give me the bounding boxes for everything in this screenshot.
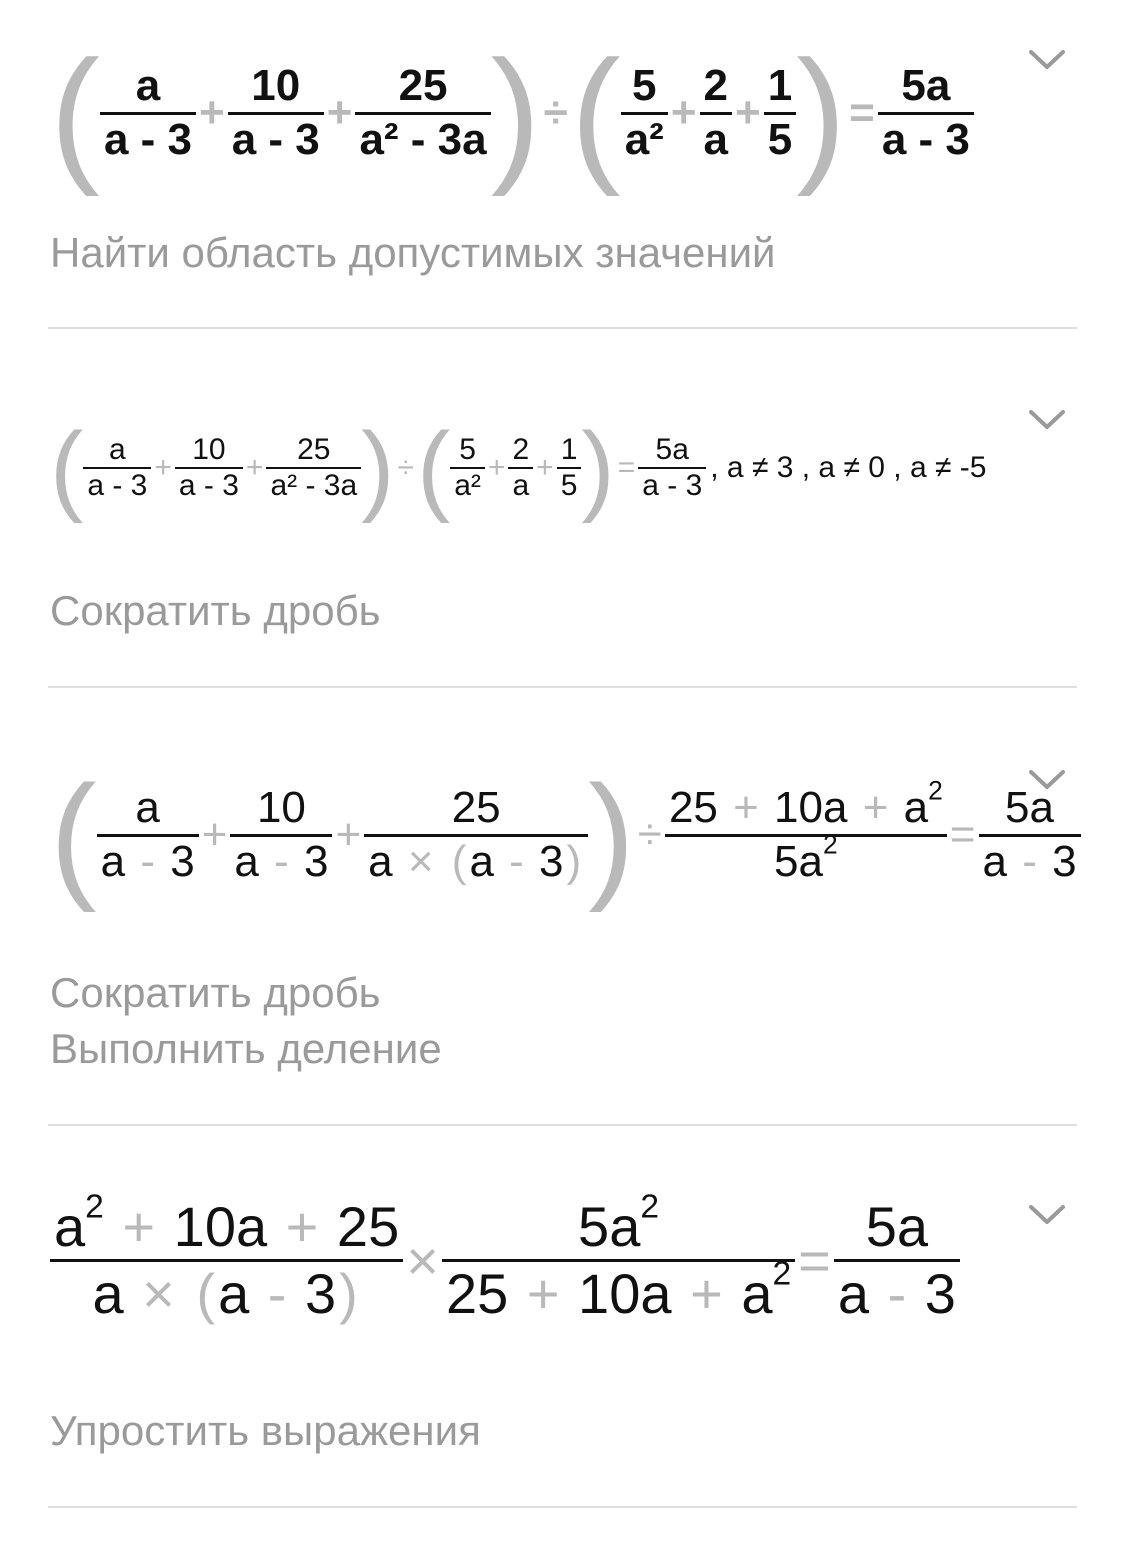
operator: ÷ — [637, 810, 662, 859]
numerator: $5a^2$ — [578, 1188, 660, 1258]
right-paren: ) — [361, 412, 395, 524]
denominator: a × (a - 3) — [368, 836, 582, 886]
denominator: a - 3 — [881, 114, 970, 164]
step-description: Сократить дробь — [50, 587, 381, 634]
fraction — [557, 433, 582, 504]
step-description: Упростить выражения — [50, 1407, 481, 1454]
chevron-down-icon[interactable] — [1027, 400, 1067, 440]
numerator: 2 — [703, 60, 728, 110]
denominator: a - 3 — [982, 836, 1077, 886]
denominator: a — [512, 469, 530, 502]
denominator: $5a^2$ — [774, 829, 838, 886]
fraction — [638, 433, 706, 504]
denominator: a - 3 — [234, 836, 329, 886]
numerator: a — [135, 782, 160, 832]
fraction — [508, 433, 533, 504]
denominator: a — [703, 114, 728, 164]
numerator: 5 — [632, 60, 657, 110]
left-paren: ( — [50, 756, 97, 913]
step-3-equation — [50, 756, 1081, 913]
denominator: a - 3 — [103, 114, 192, 164]
step-description: Выполнить деление — [50, 1025, 442, 1072]
divider — [48, 327, 1077, 329]
step-1-equation — [50, 29, 974, 197]
numerator: a — [135, 60, 161, 110]
left-paren: ( — [50, 412, 84, 524]
operator: + — [199, 88, 225, 137]
step-4-equation — [50, 1188, 960, 1327]
operator: + — [487, 451, 506, 484]
denominator: a - 3 — [642, 469, 703, 502]
fraction — [665, 775, 947, 887]
step-description: Сократить дробь — [50, 969, 381, 1016]
fraction — [97, 783, 199, 887]
denominator: a - 3 — [178, 469, 239, 502]
denominator: a - 3 — [100, 836, 195, 886]
denominator: 5 — [560, 469, 578, 502]
fraction — [834, 1195, 960, 1327]
chevron-down-icon[interactable] — [1027, 40, 1067, 80]
fraction — [175, 433, 243, 504]
numerator: 10 — [251, 60, 301, 110]
numerator: 10 — [256, 782, 306, 832]
fraction — [764, 61, 796, 165]
denominator: a - 3 — [87, 469, 148, 502]
fraction — [100, 61, 196, 165]
denominator: a - 3 — [231, 114, 320, 164]
operator: + — [536, 451, 554, 484]
numerator: $a^2 + 10a + 25$ — [54, 1188, 400, 1258]
denominator: 5 — [767, 114, 793, 164]
numerator: 25 — [398, 60, 448, 110]
denominator: a² - 3a — [270, 469, 358, 502]
domain-conditions: , a ≠ 3 , a ≠ 0 , a ≠ -5 — [710, 451, 987, 484]
denominator: a² - 3a — [359, 114, 487, 164]
left-paren: ( — [416, 412, 451, 524]
denominator: a × (a - 3) — [92, 1262, 358, 1326]
numerator: 5a — [1005, 782, 1054, 832]
divider — [48, 1124, 1077, 1126]
denominator: $25 + 10a + a^2$ — [445, 1255, 792, 1326]
operator: = — [849, 88, 875, 137]
operator: × — [406, 1229, 439, 1293]
operator: + — [735, 88, 761, 137]
numerator: 25 — [297, 432, 331, 466]
numerator: 2 — [512, 432, 530, 466]
fraction — [83, 433, 151, 504]
numerator: 10 — [192, 432, 226, 466]
numerator: 5a — [865, 1195, 929, 1258]
fraction — [228, 61, 324, 165]
numerator: 5 — [459, 432, 476, 466]
operator: + — [335, 810, 362, 859]
fraction — [364, 783, 588, 887]
right-paren: ) — [796, 29, 847, 197]
operator: = — [798, 1229, 831, 1293]
denominator: a² — [454, 469, 481, 502]
right-paren: ) — [581, 412, 615, 524]
numerator: 1 — [560, 432, 578, 466]
divider — [48, 686, 1077, 688]
operator: ÷ — [543, 88, 568, 137]
fraction — [230, 783, 332, 887]
operator: ÷ — [397, 451, 414, 484]
fraction — [266, 433, 361, 504]
numerator: a — [108, 432, 126, 466]
left-paren: ( — [570, 29, 621, 197]
chevron-down-icon[interactable] — [1027, 760, 1067, 800]
step-2-equation — [50, 412, 987, 524]
fraction — [700, 61, 732, 165]
left-paren: ( — [50, 29, 100, 197]
fraction — [450, 433, 485, 504]
operator: + — [201, 810, 228, 859]
divider — [48, 1506, 1077, 1508]
fraction — [878, 61, 974, 165]
operator: + — [245, 451, 264, 484]
numerator: $25 + 10a + a^2$ — [668, 775, 943, 832]
fraction — [621, 61, 668, 165]
step-description: Найти область допустимых значений — [50, 229, 776, 276]
numerator: 5a — [901, 60, 951, 110]
operator: + — [326, 88, 353, 137]
numerator: 1 — [767, 60, 793, 110]
operator: = — [949, 810, 976, 859]
fraction — [355, 61, 490, 165]
chevron-down-icon[interactable] — [1027, 1195, 1067, 1235]
fraction — [50, 1188, 403, 1327]
right-paren: ) — [588, 756, 635, 913]
operator: = — [617, 451, 636, 484]
denominator: a² — [624, 114, 664, 164]
denominator: a - 3 — [837, 1262, 956, 1326]
operator: + — [154, 451, 172, 484]
fraction — [442, 1188, 795, 1327]
numerator: 5a — [655, 432, 689, 466]
right-paren: ) — [490, 29, 541, 197]
operator: + — [670, 88, 697, 137]
numerator: 25 — [451, 782, 501, 832]
